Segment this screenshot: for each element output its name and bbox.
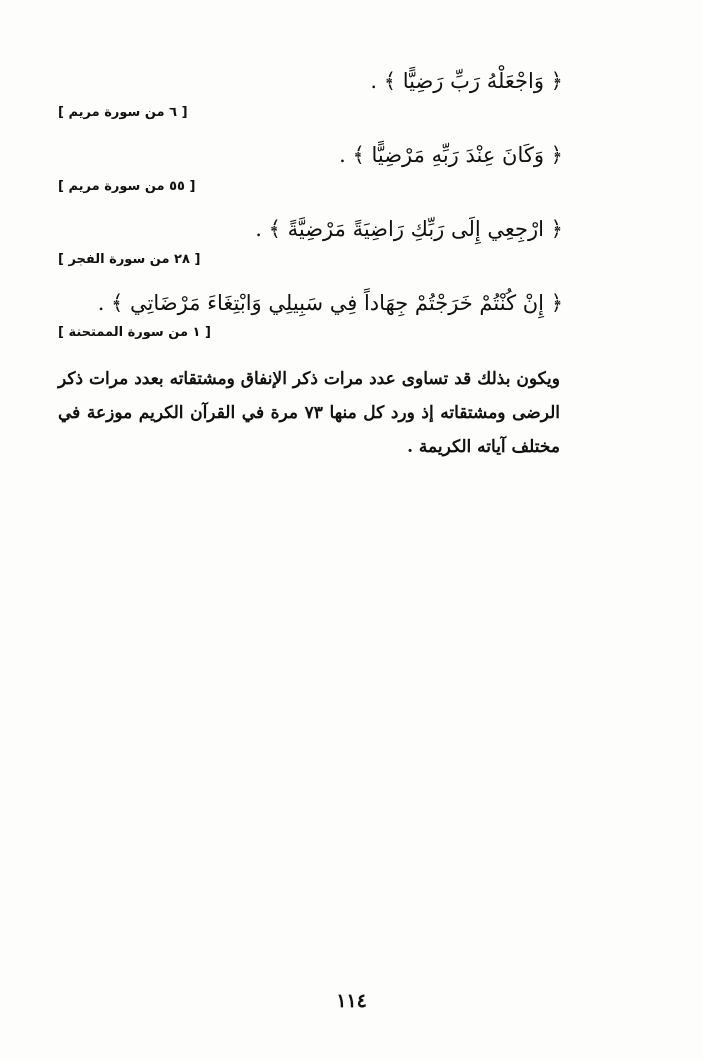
quran-verse: ﴿ وَاجْعَلْهُ رَبِّ رَضِيًّا ﴾ .	[370, 69, 563, 93]
quran-verse: ﴿ ارْجِعِي إِلَى رَبِّكِ رَاضِيَةً مَرْضِيَّةً ﴾ .	[255, 217, 563, 241]
quran-verse: ﴿ إِنْ كُنْتُمْ خَرَجْتُمْ جِهَاداً فِي سَبِيلِي وَابْتِغَاءَ مَرْضَاتِي ﴾ .	[97, 291, 563, 315]
body-paragraph: ويكون بذلك قد تساوى عدد مرات ذكر الإنفاق ومشتقاته بعدد مرات ذكر الرضى ومشتقاته إذ ورد كل منها ٧٣ مرة في القرآن الكريم موزعة في مختلف آياته الكريمة .	[58, 369, 560, 457]
verse-reference: [ ١ من سورة الممتحنة ]	[58, 325, 211, 340]
verse-reference: [ ٦ من سورة مريم ]	[58, 105, 188, 120]
page-number: ١١٤	[336, 990, 367, 1012]
verse-reference: [ ٢٨ من سورة الفجر ]	[58, 252, 201, 267]
quran-verse: ﴿ وَكَانَ عِنْدَ رَبِّهِ مَرْضِيًّا ﴾ .	[339, 143, 563, 167]
verse-reference: [ ٥٥ من سورة مريم ]	[58, 179, 196, 194]
